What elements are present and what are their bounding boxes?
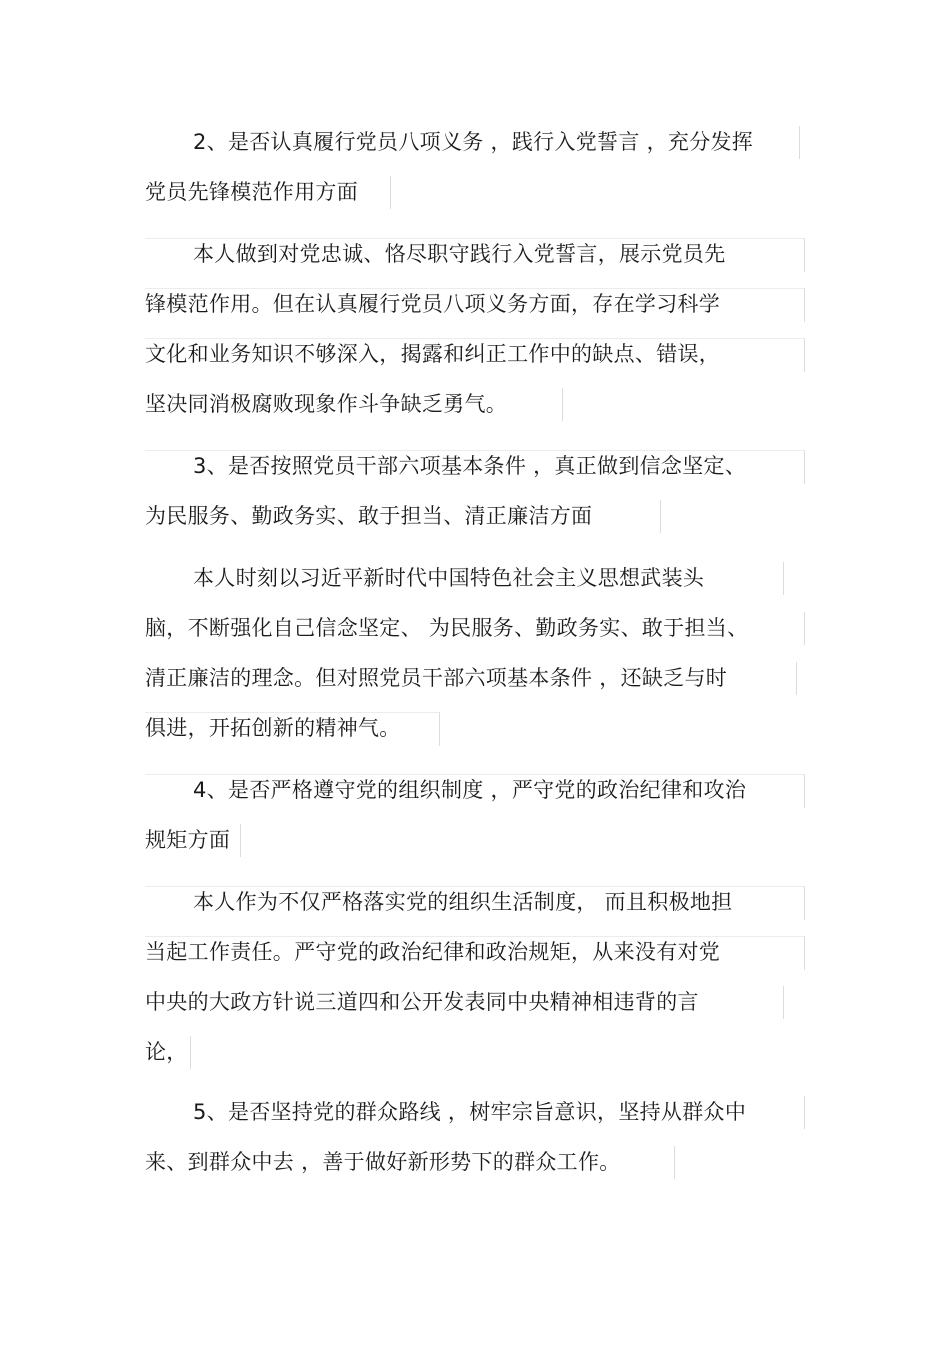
paragraph-line: 本人时刻以习近平新时代中国特色社会主义思想武装头 bbox=[193, 566, 705, 590]
paragraph-line: 当起工作责任。严守党的政治纪律和政治规矩，从来没有对党 bbox=[145, 940, 721, 964]
paragraph-line: 来、到群众中去 ，善于做好新形势下的群众工作。 bbox=[145, 1150, 621, 1174]
paragraph-line: 党员先锋模范作用方面 bbox=[145, 180, 358, 204]
paragraph-line: 脑，不断强化自己信念坚定、 为民服务、勤政务实、敢于担当、 bbox=[145, 616, 749, 640]
paragraph-line: 文化和业务知识不够深入，揭露和纠正工作中的缺点、错误， bbox=[145, 342, 721, 366]
paragraph-line: 本人作为不仅严格落实党的组织生活制度， 而且积极地担 bbox=[193, 890, 733, 914]
paragraph-line: 锋模范作用。但在认真履行党员八项义务方面，存在学习科学 bbox=[145, 292, 721, 316]
paragraph-line: 4、是否严格遵守党的组织制度 ，严守党的政治纪律和攻治 bbox=[193, 778, 747, 802]
paragraph-line: 俱进，开拓创新的精神气。 bbox=[145, 716, 401, 740]
paragraph-line: 规矩方面 bbox=[145, 828, 231, 852]
paragraph-line: 为民服务、勤政务实、敢于担当、清正廉洁方面 bbox=[145, 504, 593, 528]
paragraph-line: 3、是否按照党员干部六项基本条件 ，真正做到信念坚定、 bbox=[193, 454, 747, 478]
paragraph-line: 清正廉洁的理念。但对照党员干部六项基本条件 ，还缺乏与时 bbox=[145, 666, 728, 690]
paragraph-line: 坚决同消极腐败现象作斗争缺乏勇气。 bbox=[145, 392, 508, 416]
paragraph-line: 5、是否坚持党的群众路线 ，树牢宗旨意识，坚持从群众中 bbox=[193, 1100, 747, 1124]
paragraph-line: 中央的大政方针说三道四和公开发表同中央精神相违背的言 bbox=[145, 990, 699, 1014]
paragraph-line: 2、是否认真履行党员八项义务 ，践行入党誓言 ，充分发挥 bbox=[193, 130, 754, 154]
paragraph-line: 论， bbox=[145, 1040, 188, 1064]
paragraph-line: 本人做到对党忠诚、恪尽职守践行入党誓言，展示党员先 bbox=[193, 242, 726, 266]
